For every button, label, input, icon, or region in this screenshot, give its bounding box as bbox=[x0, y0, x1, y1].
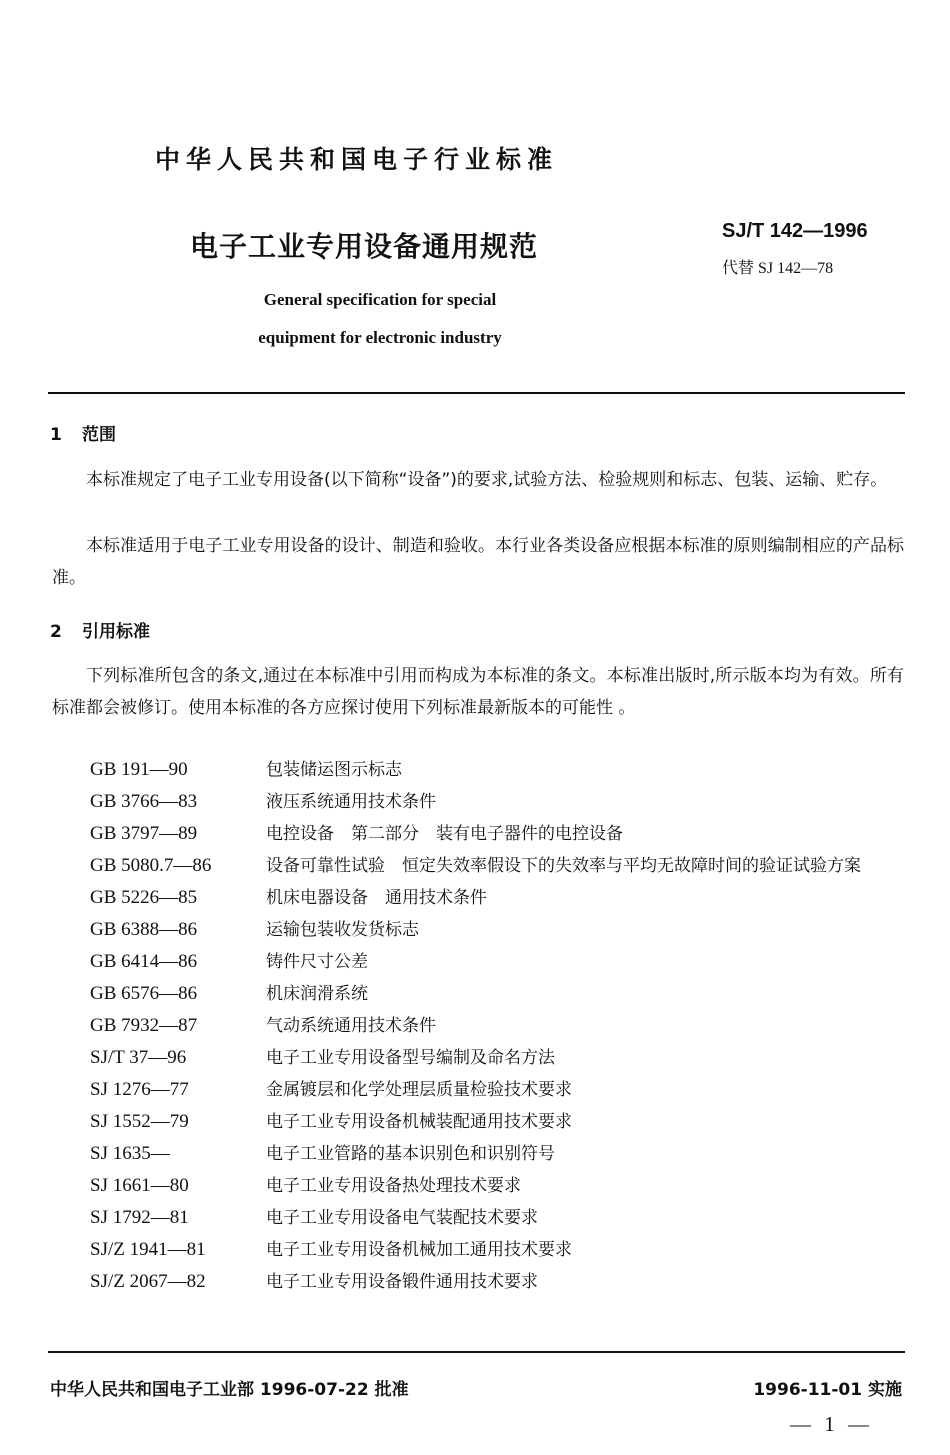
reference-title: 电子工业专用设备热处理技术要求 bbox=[266, 1176, 521, 1196]
reference-code: GB 3766—83 bbox=[90, 791, 198, 812]
reference-title: 机床润滑系统 bbox=[266, 984, 368, 1004]
reference-list bbox=[90, 754, 905, 1298]
reference-item bbox=[90, 786, 905, 818]
reference-title: 电子工业专用设备电气装配技术要求 bbox=[266, 1208, 538, 1228]
reference-code: GB 6414—86 bbox=[90, 951, 198, 972]
reference-title: 电子工业专用设备机械装配通用技术要求 bbox=[266, 1112, 572, 1132]
reference-title: 气动系统通用技术条件 bbox=[266, 1016, 436, 1036]
section-title: 范围 bbox=[82, 425, 116, 445]
reference-title: 电子工业专用设备机械加工通用技术要求 bbox=[266, 1240, 572, 1260]
paragraph: 本标准适用于电子工业专用设备的设计、制造和验收。本行业各类设备应根据本标准的原则编制相应的产品标准。 bbox=[52, 536, 904, 588]
page-number: — 1 — bbox=[790, 1412, 873, 1436]
reference-code: GB 6388—86 bbox=[90, 919, 198, 940]
reference-code: SJ/T 37—96 bbox=[90, 1047, 187, 1068]
reference-code: SJ/Z 2067—82 bbox=[90, 1271, 206, 1292]
section-heading-scope bbox=[50, 420, 116, 445]
reference-code: GB 191—90 bbox=[90, 759, 188, 780]
reference-item bbox=[90, 1202, 905, 1234]
reference-item bbox=[90, 1106, 905, 1138]
reference-code: GB 5226—85 bbox=[90, 887, 198, 908]
reference-title: 包装储运图示标志 bbox=[266, 760, 402, 780]
reference-title: 机床电器设备 通用技术条件 bbox=[266, 888, 487, 908]
reference-title: 电子工业管路的基本识别色和识别符号 bbox=[266, 1144, 555, 1164]
reference-title: 金属镀层和化学处理层质量检验技术要求 bbox=[266, 1080, 572, 1100]
reference-item bbox=[90, 946, 905, 978]
section-number: 2 bbox=[50, 622, 62, 642]
document-title-cn: 电子工业专用设备通用规范 bbox=[190, 230, 539, 263]
reference-item bbox=[90, 1170, 905, 1202]
reference-title: 电子工业专用设备锻件通用技术要求 bbox=[266, 1272, 538, 1292]
reference-title: 运输包装收发货标志 bbox=[266, 920, 419, 940]
reference-title: 设备可靠性试验 恒定失效率假设下的失效率与平均无故障时间的验证试验方案 bbox=[266, 856, 861, 876]
document-title-en-line2: equipment for electronic industry bbox=[258, 328, 502, 347]
header-divider bbox=[48, 392, 905, 394]
paragraph: 本标准规定了电子工业专用设备(以下简称“设备”)的要求,试验方法、检验规则和标志、包装、运输、贮存。 bbox=[86, 470, 888, 490]
reference-item bbox=[90, 818, 905, 850]
reference-code: SJ 1276—77 bbox=[90, 1079, 189, 1100]
reference-code: SJ/Z 1941—81 bbox=[90, 1239, 206, 1260]
reference-code: SJ 1792—81 bbox=[90, 1207, 189, 1228]
paragraph: 下列标准所包含的条文,通过在本标准中引用而构成为本标准的条文。本标准出版时,所示版本均为有效。所有标准都会被修订。使用本标准的各方应探讨使用下列标准最新版本的可能性 。 bbox=[52, 666, 904, 718]
approval-statement: 中华人民共和国电子工业部 1996-07-22 批准 bbox=[50, 1380, 409, 1400]
reference-title: 铸件尺寸公差 bbox=[266, 952, 368, 972]
reference-item bbox=[90, 754, 905, 786]
reference-title: 液压系统通用技术条件 bbox=[266, 792, 436, 812]
reference-item bbox=[90, 1234, 905, 1266]
reference-title: 电控设备 第二部分 装有电子器件的电控设备 bbox=[266, 824, 623, 844]
reference-item bbox=[90, 914, 905, 946]
section-number: 1 bbox=[50, 425, 62, 445]
reference-code: SJ 1635— bbox=[90, 1143, 170, 1164]
reference-code: SJ 1552—79 bbox=[90, 1111, 189, 1132]
reference-item bbox=[90, 978, 905, 1010]
standard-body-heading: 中华人民共和国电子行业标准 bbox=[155, 145, 559, 174]
reference-title: 电子工业专用设备型号编制及命名方法 bbox=[266, 1048, 555, 1068]
reference-item bbox=[90, 1010, 905, 1042]
reference-code: GB 3797—89 bbox=[90, 823, 198, 844]
section-heading-references bbox=[50, 617, 150, 642]
effective-date: 1996-11-01 实施 bbox=[753, 1380, 902, 1400]
reference-item bbox=[90, 1266, 905, 1298]
section-title: 引用标准 bbox=[82, 622, 150, 642]
reference-item bbox=[90, 1074, 905, 1106]
reference-code: GB 7932—87 bbox=[90, 1015, 198, 1036]
reference-code: GB 6576—86 bbox=[90, 983, 198, 1004]
standard-number: SJ/T 142—1996 bbox=[722, 220, 868, 242]
reference-item bbox=[90, 850, 905, 882]
reference-item bbox=[90, 882, 905, 914]
reference-code: GB 5080.7—86 bbox=[90, 855, 212, 876]
reference-code: SJ 1661—80 bbox=[90, 1175, 189, 1196]
reference-item bbox=[90, 1042, 905, 1074]
replaces-standard: 代替 SJ 142—78 bbox=[722, 260, 834, 277]
footer-divider bbox=[48, 1351, 905, 1353]
reference-item bbox=[90, 1138, 905, 1170]
document-title-en-line1: General specification for special bbox=[263, 290, 497, 309]
